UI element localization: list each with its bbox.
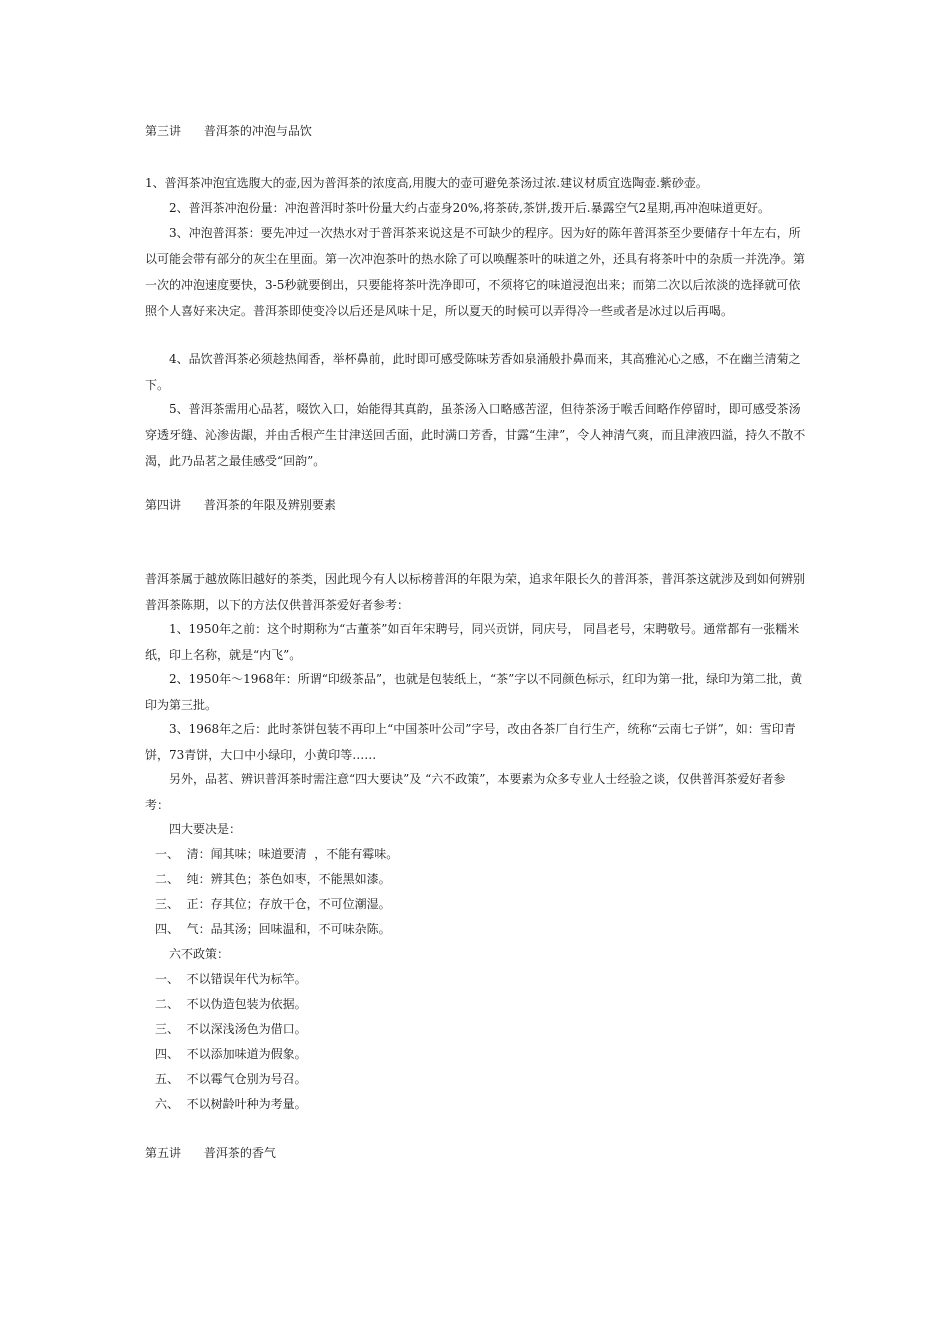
lecture3-paragraph-5: 5、普洱茶需用心品茗，啜饮入口，始能得其真韵，虽茶汤入口略感苦涩，但待茶汤于喉舌间略作停留时，即可感受茶汤穿透牙缝、沁渗齿龈，并由舌根产生甘津送回舌面，此时满口芳香，甘露“生津”，令人神清气爽，而且津液四溢，持久不散不渴，此乃品茗之最佳感受“回韵”。	[145, 402, 806, 468]
four-principles-item: 三、 正：存其位；存放干仓，不可位潮湿。	[155, 897, 391, 911]
four-principles-title: 四大要决是：	[169, 822, 242, 836]
lecture3-paragraph-2: 2、普洱茶冲泡份量：冲泡普洱时茶叶份量大约占壶身20%,将茶砖,茶饼,拨开后.暴露空气2星期,再冲泡味道更好。	[169, 201, 771, 215]
six-policies-item: 六、 不以树龄叶种为考量。	[155, 1097, 307, 1111]
lecture4-title: 第四讲 普洱茶的年限及辨别要素	[145, 498, 336, 512]
lecture5-title: 第五讲 普洱茶的香气	[145, 1146, 276, 1160]
six-policies-title: 六不政策：	[169, 947, 230, 961]
lecture3-title: 第三讲 普洱茶的冲泡与品饮	[145, 124, 312, 138]
four-principles-item: 一、 清：闻其味；味道要清 ，不能有霉味。	[155, 847, 399, 861]
lecture4-paragraph-2: 2、1950年～1968年：所谓“印级茶品”，也就是包装纸上，“茶”字以不同颜色标示，红印为第一批，绿印为第二批，黄印为第三批。	[145, 672, 803, 712]
lecture3-paragraph-3: 3、冲泡普洱茶：要先冲过一次热水对于普洱茶来说这是不可缺少的程序。因为好的陈年普洱茶至少要储存十年左右，所以可能会带有部分的灰尘在里面。第一次冲泡茶叶的热水除了可以唤醒茶叶的味道之外，还具有将茶叶中的杂质一并洗净。第一次的冲泡速度要快，3-5秒就要倒出，只要能将茶叶洗净即可，不须将它的味道浸泡出来；而第二次以后浓淡的选择就可依照个人喜好来决定。普洱茶即使变冷以后还是风味十足，所以夏天的时候可以弄得冷一些或者是冰过以后再喝。	[145, 226, 806, 318]
four-principles-item: 二、 纯：辨其色；茶色如枣，不能黑如漆。	[155, 872, 391, 886]
six-policies-item: 三、 不以深浅汤色为借口。	[155, 1022, 307, 1036]
lecture3-paragraph-1: 1、普洱茶冲泡宜选腹大的壶,因为普洱茶的浓度高,用腹大的壶可避免茶汤过浓.建议材质宜选陶壶.紫砂壶。	[145, 176, 708, 190]
six-policies-item: 二、 不以伪造包装为依据。	[155, 997, 307, 1011]
lecture3-paragraph-4: 4、品饮普洱茶必须趁热闻香，举杯鼻前，此时即可感受陈味芳香如泉涌般扑鼻而来，其高雅沁心之感，不在幽兰清菊之下。	[145, 352, 801, 392]
four-principles-item: 四、 气：品其汤；回味温和，不可味杂陈。	[155, 922, 391, 936]
six-policies-item: 一、 不以错误年代为标竿。	[155, 972, 307, 986]
six-policies-item: 四、 不以添加味道为假象。	[155, 1047, 307, 1061]
lecture4-paragraph-4: 另外，品茗、辨识普洱茶时需注意“四大要诀”及 “六不政策”，本要素为众多专业人士经验之谈，仅供普洱茶爱好者参考：	[145, 772, 786, 812]
lecture4-paragraph-3: 3、1968年之后：此时茶饼包装不再印上“中国茶叶公司”字号，改由各茶厂自行生产，统称“云南七子饼”，如：雪印青饼，73青饼，大口中小绿印，小黄印等……	[145, 722, 796, 762]
lecture4-intro: 普洱茶属于越放陈旧越好的茶类，因此现今有人以标榜普洱的年限为荣，追求年限长久的普洱茶，普洱茶这就涉及到如何辨别普洱茶陈期，以下的方法仅供普洱茶爱好者参考：	[145, 572, 806, 612]
lecture4-paragraph-1: 1、1950年之前：这个时期称为“古董茶”如百年宋聘号，同兴贡饼，同庆号， 同昌老号，宋聘敬号。通常都有一张糯米纸，印上名称，就是“内飞”。	[145, 622, 800, 662]
six-policies-item: 五、 不以霉气仓别为号召。	[155, 1072, 307, 1086]
